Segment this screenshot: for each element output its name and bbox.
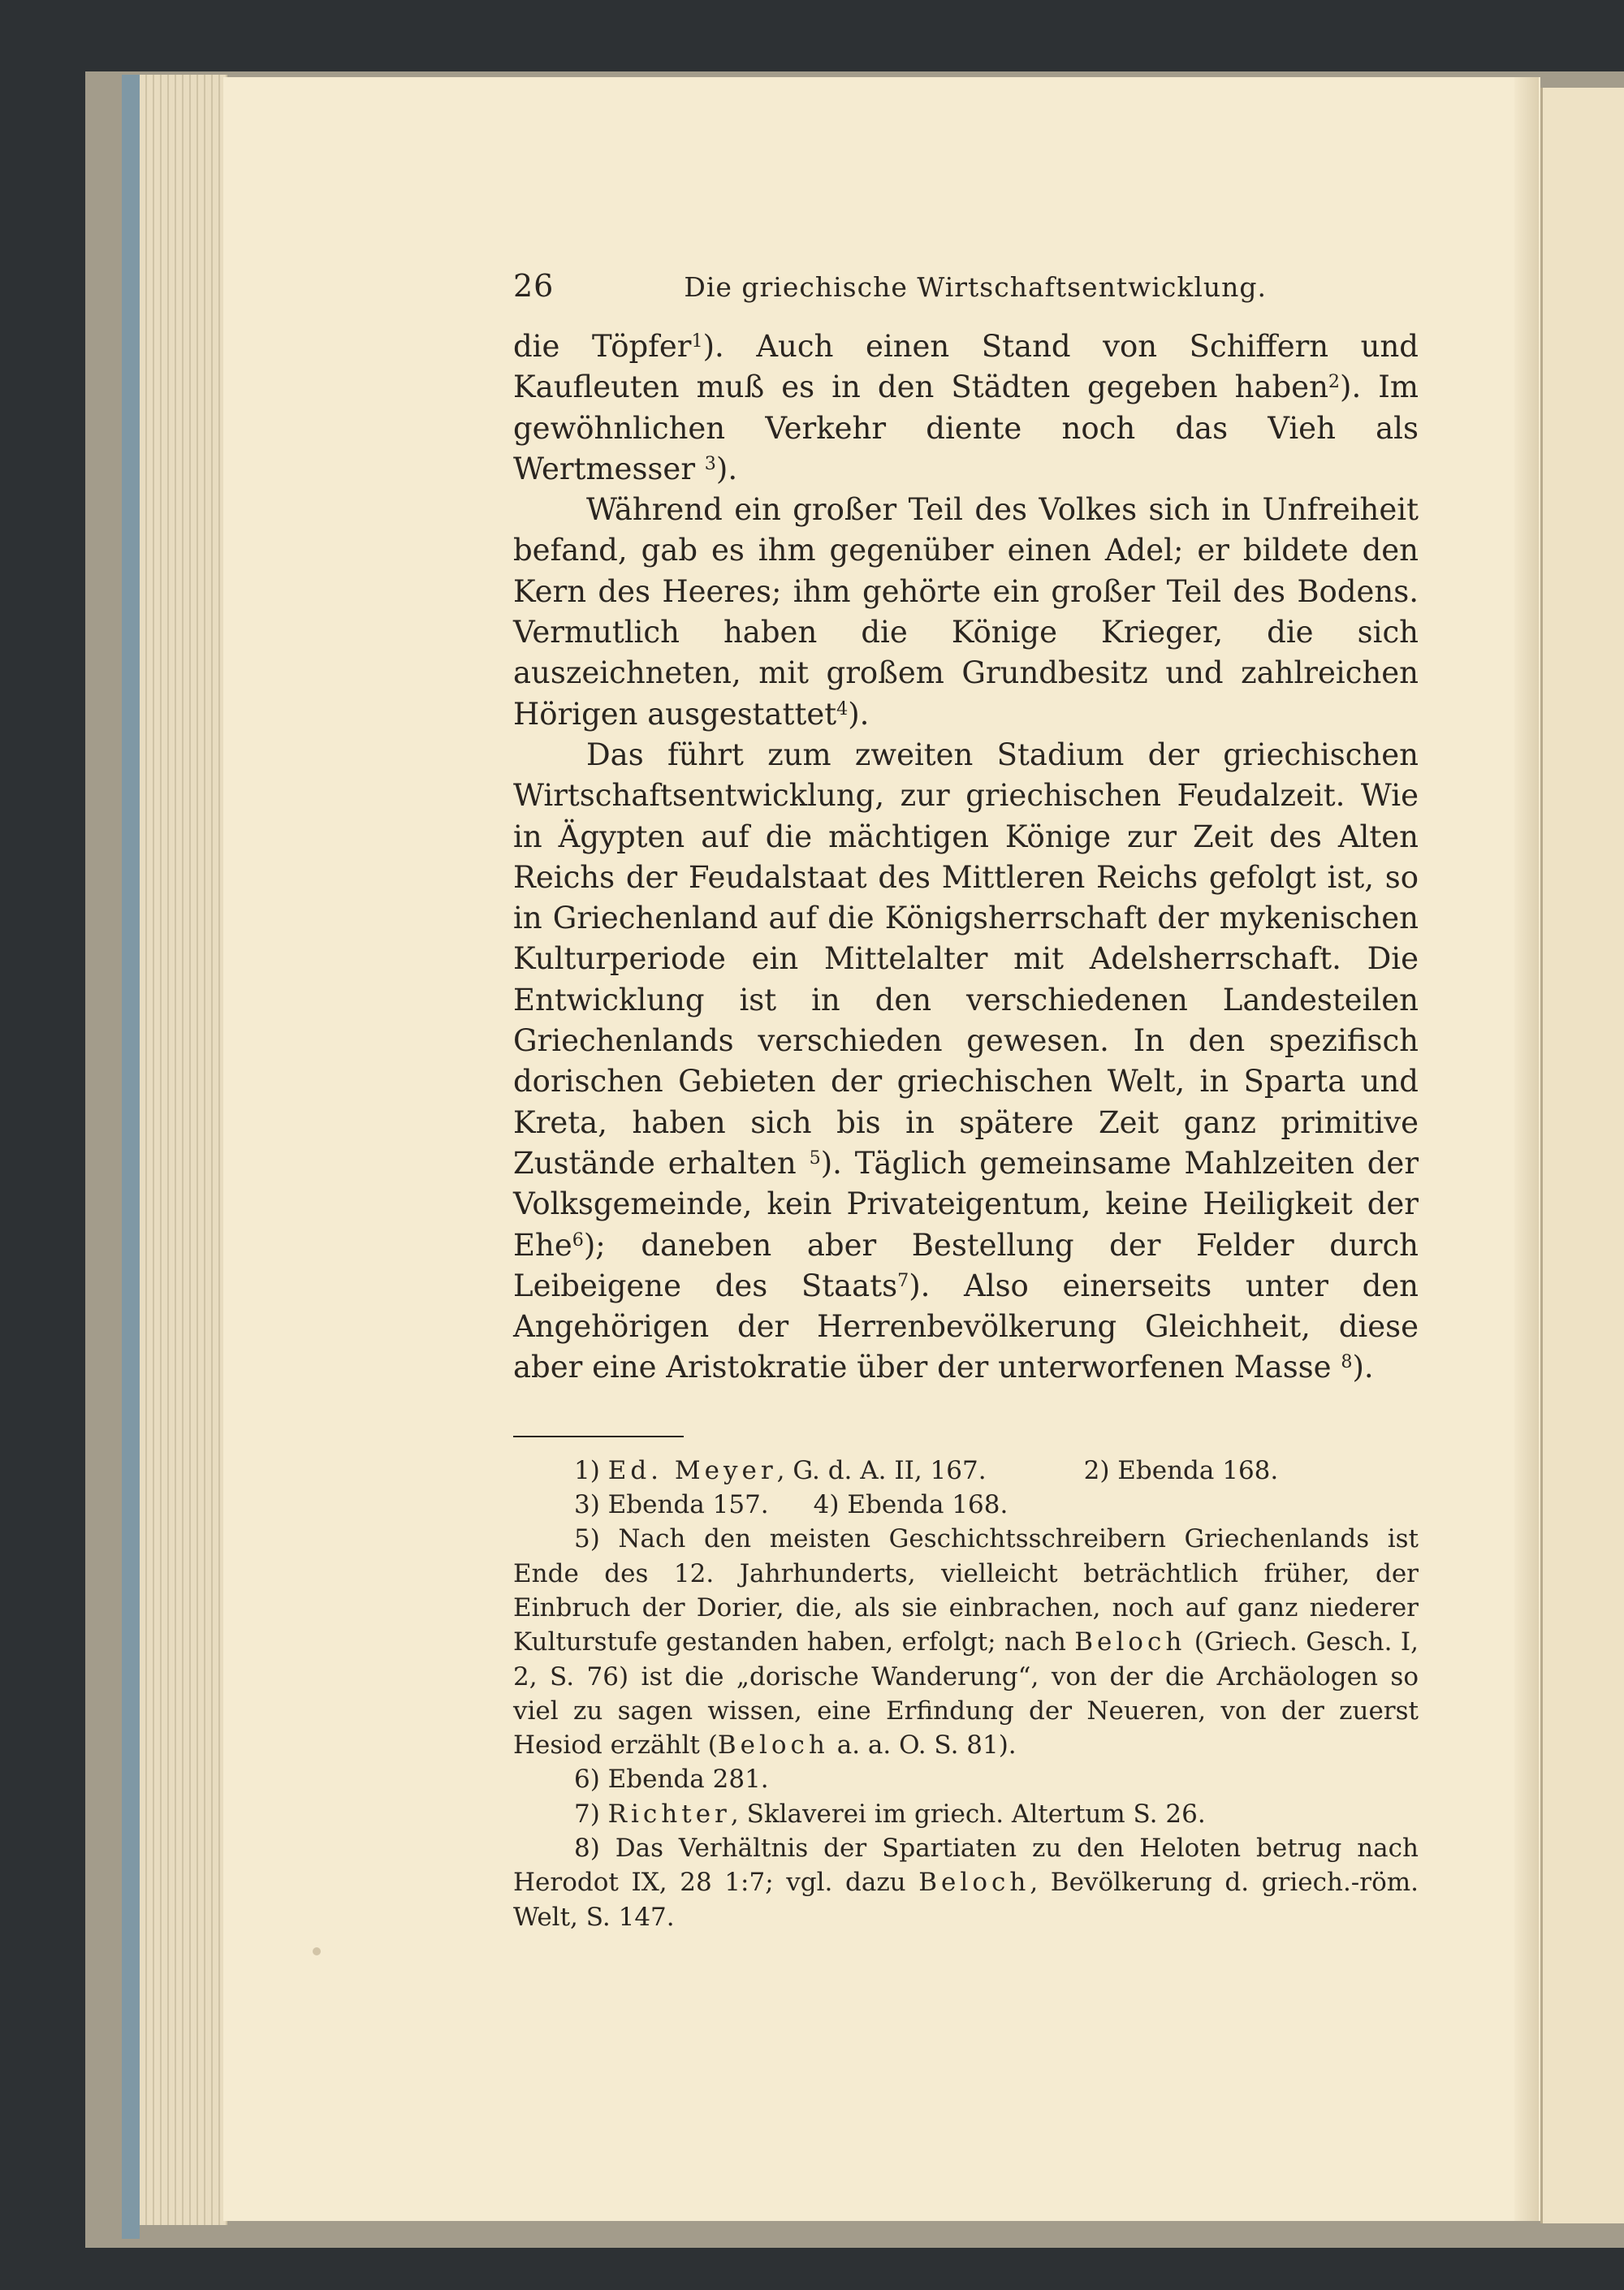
footnote-number: 1) (574, 1455, 600, 1485)
footnote-divider (513, 1436, 684, 1437)
page-stack-edges (140, 75, 227, 2225)
author-name: Richter (607, 1799, 731, 1829)
text-run: ). Auch einen Stand von Schiffern und Kaufleuten muß es in den Städten gegeben haben (513, 329, 1419, 405)
author-name: Ed. Meyer (607, 1455, 777, 1485)
footnote-text: 8) Das Verhältnis der Spartiaten zu den Heloten betrug nach Herodot IX, 28 1:7; vgl. dazu (513, 1833, 1419, 1898)
text-run: ). (715, 451, 738, 486)
author-name: Beloch (918, 1868, 1030, 1898)
text-run: ). Täglich gemeinsame Mahlzeiten der Volksgemeinde, kein Privateigentum, keine Heiligkeit der Ehe (513, 1145, 1419, 1263)
page-gutter-shadow (1514, 77, 1539, 2221)
page-text (513, 268, 1419, 1934)
footnote-ref: 1 (691, 330, 703, 352)
next-page-edge (1540, 88, 1624, 2223)
text-run: ). (848, 696, 870, 732)
footnote-text: 2) Ebenda 168. (1083, 1455, 1279, 1485)
footnote-1-2 (513, 1454, 1419, 1488)
footnote-text: 6) Ebenda 281. (574, 1765, 769, 1795)
text-run: Während ein großer Teil des Volkes sich in Unfreiheit befand, gab es ihm gegenüber einen Adel; er bildete den Kern des Heeres; ihm gehörte ein großer Teil des Bodens. Vermutlich haben die Könige Krieger, die sich auszeichneten, mit großem Grundbesitz und zahlreichen Hörigen ausgestattet (513, 492, 1419, 732)
paragraph-1 (513, 326, 1419, 490)
paragraph-3 (513, 735, 1419, 1389)
page-number: 26 (513, 268, 555, 304)
footnote-number: 7) (574, 1799, 608, 1829)
footnote-text: 3) Ebenda 157. (574, 1490, 769, 1520)
paper-speck (313, 1947, 321, 1955)
text-run: ). Also einerseits unter den Angehörigen der Herrenbevölkerung Gleichheit, diese aber eine Aristokratie über der unterworfenen Masse (513, 1268, 1419, 1385)
text-run: die Töpfer (513, 329, 692, 364)
text-run: ); daneben aber Bestellung der Felder durch Leibeigene des Staats (513, 1227, 1419, 1303)
footnote-ref: 3 (704, 452, 716, 474)
footnote-5 (513, 1522, 1419, 1762)
footnote-text: 5) Nach den meisten Geschichtsschreibern Griechenlands ist Ende des 12. Jahrhunderts, vielleicht beträchtlich früher, der Einbruch der Dorier, die, als sie einbrachen, noch auf ganz niederer Kulturstufe gestanden haben, erfolgt; nach (513, 1524, 1419, 1657)
text-run: ). Im gewöhnlichen Verkehr diente noch das Vieh als Wertmesser (513, 369, 1419, 486)
footnote-text: a. a. O. S. 81). (828, 1730, 1017, 1761)
footnote-ref: 7 (897, 1269, 909, 1291)
footnote-3-4 (513, 1488, 1419, 1522)
footnote-ref: 5 (809, 1147, 821, 1169)
footnote-ref: 8 (1341, 1351, 1353, 1373)
footnote-text: , Sklaverei im griech. Altertum S. 26. (730, 1799, 1206, 1829)
running-head-title: Die griechische Wirtschaftsentwicklung. (684, 271, 1268, 303)
footnote-text: , G. d. A. II, 167. (776, 1455, 987, 1485)
author-name: Beloch (717, 1730, 829, 1761)
footnote-ref: 2 (1328, 371, 1341, 393)
paragraph-2 (513, 490, 1419, 735)
footnote-7 (513, 1797, 1419, 1831)
footnote-text: 4) Ebenda 168. (813, 1490, 1009, 1520)
footnote-6 (513, 1762, 1419, 1796)
text-run: ). (1352, 1350, 1374, 1385)
book-edge-strip (122, 75, 140, 2239)
footnote-8 (513, 1831, 1419, 1934)
footnote-ref: 6 (572, 1229, 584, 1251)
running-head (513, 268, 1419, 309)
footnote-ref: 4 (836, 698, 849, 719)
footnote-text: , Bevölkerung d. griech.-röm. Welt, S. 147. (513, 1868, 1419, 1932)
author-name: Beloch (1074, 1627, 1186, 1657)
footnote-text: (Griech. Gesch. I, 2, S. 76) ist die „dorische Wanderung“, von der die Archäologen so viel zu sagen wissen, eine Erfindung der Neueren, von der zuerst Hesiod erzählt ( (513, 1627, 1419, 1761)
text-run: Das führt zum zweiten Stadium der griechischen Wirtschaftsentwicklung, zur griechischen Feudalzeit. Wie in Ägypten auf die mächtigen Könige zur Zeit des Alten Reichs der Feudalstaat des Mittleren Reichs gefolgt ist, so in Griechenland auf die Königsherrschaft der mykenischen Kulturperiode ein Mittelalter mit Adelsherrschaft. Die Entwicklung ist in den verschiedenen Landesteilen Griechenlands verschieden gewesen. In den spezifisch dorischen Gebieten der griechischen Welt, in Sparta und Kreta, haben sich bis in spätere Zeit ganz primitive Zustände erhalten (513, 737, 1419, 1181)
